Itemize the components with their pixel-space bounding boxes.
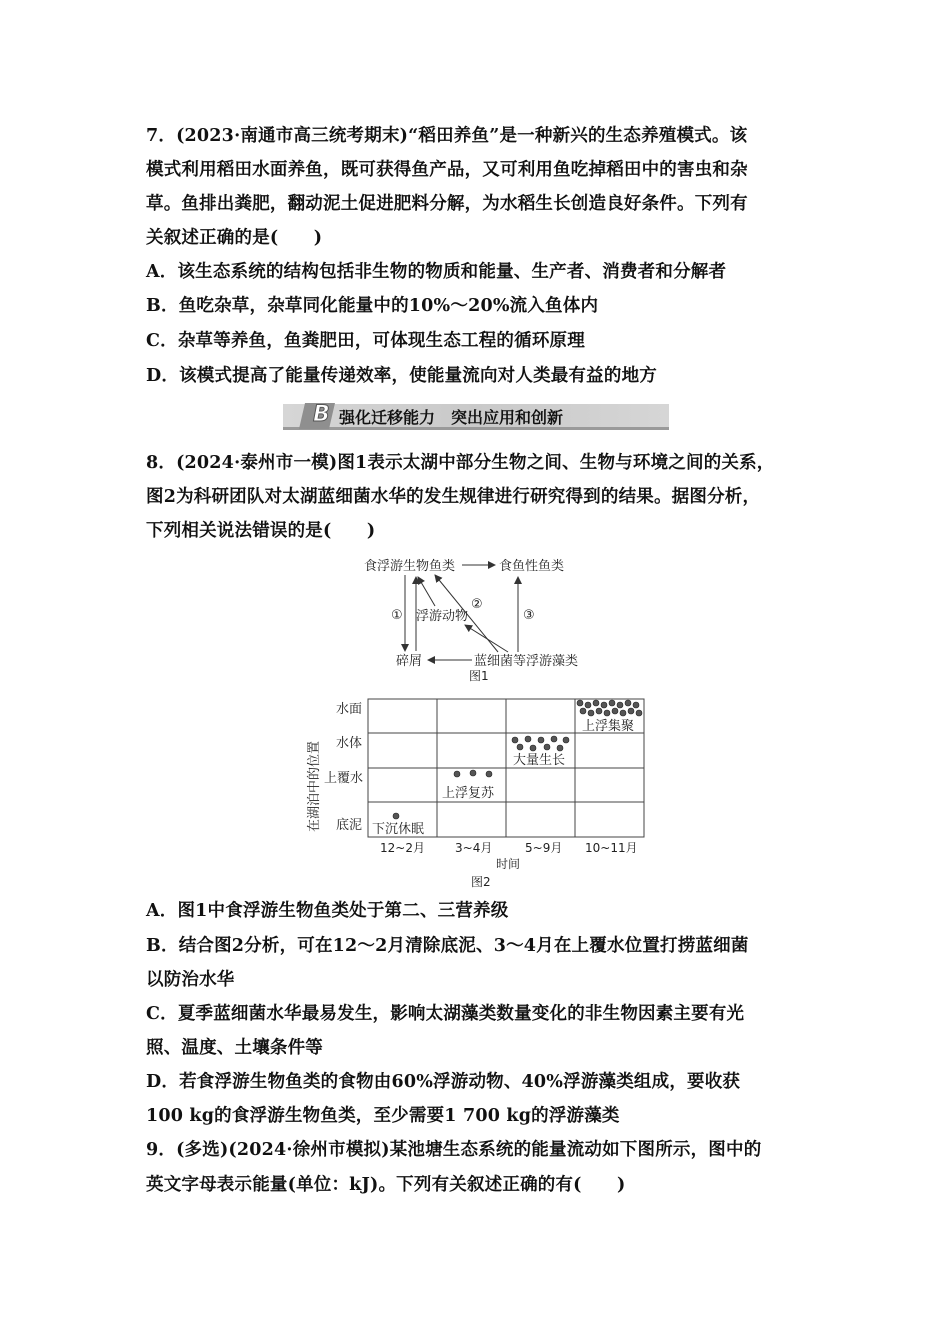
q8-option-d-line-2: 100 kg的食浮游生物鱼类，至少需要1 700 kg的浮游藻类 xyxy=(146,1106,620,1126)
q7-line-3: 草。鱼排出粪肥，翻动泥土促进肥料分解，为水稻生长创造良好条件。下列有 xyxy=(146,194,748,214)
fig1-node-algae: 蓝细菌等浮游藻类 xyxy=(474,654,579,669)
q7-line-1: 7．(2023·南通市高三统考期末)“稻田养鱼”是一种新兴的生态养殖模式。该 xyxy=(146,126,748,146)
fig1-node-detritus: 碎屑 xyxy=(396,654,423,669)
fig1-node-piscivore-fish: 食鱼性鱼类 xyxy=(499,559,565,574)
fig2-caption: 图2 xyxy=(471,875,491,889)
fig2-col-label-may-sep: 5~9月 xyxy=(525,841,563,855)
q7-option-d: D．该模式提高了能量传递效率，使能量流向对人类最有益的地方 xyxy=(146,366,657,386)
fig2-y-axis-label: 在湖泊中的位置 xyxy=(307,740,322,832)
fig1-caption: 图1 xyxy=(469,669,489,683)
q8-option-d-line-1: D．若食浮游生物鱼类的食物由60%浮游动物、40%浮游藻类组成，要收获 xyxy=(146,1072,741,1092)
section-banner xyxy=(283,401,669,431)
q7-option-b: B．鱼吃杂草，杂草同化能量中的10%～20%流入鱼体内 xyxy=(146,296,599,316)
fig2-row-label-sediment: 底泥 xyxy=(336,818,363,833)
fig2-row-label-surface: 水面 xyxy=(336,702,363,717)
fig2-row-label-overlying-water: 上覆水 xyxy=(324,771,364,786)
q8-option-b-line-2: 以防治水华 xyxy=(146,970,235,990)
fig1-arrow-zoo-to-fish xyxy=(418,577,435,606)
q7-line-4: 关叙述正确的是( ) xyxy=(146,228,323,248)
fig2-cell-label-massive-growth: 大量生长 xyxy=(513,753,566,768)
fig1-label-2: ② xyxy=(471,597,483,612)
fig1-label-3: ③ xyxy=(523,608,535,623)
q8-option-c-line-2: 照、温度、土壤条件等 xyxy=(146,1038,323,1058)
q8-option-b-line-1: B．结合图2分析，可在12～2月清除底泥、3～4月在上覆水位置打捞蓝细菌 xyxy=(146,936,749,956)
fig2-row-label-water-body: 水体 xyxy=(336,736,363,751)
fig1-node-plankton-fish: 食浮游生物鱼类 xyxy=(364,559,456,574)
q7-line-2: 模式利用稻田水面养鱼，既可获得鱼产品，又可利用鱼吃掉稻田中的害虫和杂 xyxy=(146,160,748,180)
fig2-x-axis-label: 时间 xyxy=(496,857,521,871)
q8-line-3: 下列相关说法错误的是( ) xyxy=(146,521,376,541)
q9-line-1: 9．(多选)(2024·徐州市模拟)某池塘生态系统的能量流动如下图所示，图中的 xyxy=(146,1140,762,1160)
q9-line-2: 英文字母表示能量(单位：kJ)。下列有关叙述正确的有( ) xyxy=(146,1175,626,1195)
fig2-col-label-mar-apr: 3~4月 xyxy=(455,841,493,855)
figure-1 xyxy=(350,553,650,683)
figure-2 xyxy=(298,692,658,892)
section-title: 强化迁移能力 突出应用和创新 xyxy=(339,408,564,427)
q8-line-2: 图2为科研团队对太湖蓝细菌水华的发生规律进行研究得到的结果。据图分析， xyxy=(146,487,761,507)
q8-line-1: 8．(2024·泰州市一模)图1表示太湖中部分生物之间、生物与环境之间的关系， xyxy=(146,453,775,473)
fig2-cell-label-sinking-dormancy: 下沉休眠 xyxy=(372,822,425,837)
section-letter: B xyxy=(313,402,330,427)
fig1-node-zooplankton: 浮游动物 xyxy=(416,609,469,624)
fig2-cell-label-floating-aggregation: 上浮集聚 xyxy=(582,719,635,734)
fig2-col-label-oct-nov: 10~11月 xyxy=(585,841,638,855)
fig1-label-1: ① xyxy=(391,608,403,623)
q8-option-c-line-1: C．夏季蓝细菌水华最易发生，影响太湖藻类数量变化的非生物因素主要有光 xyxy=(146,1004,745,1024)
q8-option-a: A．图1中食浮游生物鱼类处于第二、三营养级 xyxy=(146,901,509,921)
q7-option-c: C．杂草等养鱼，鱼粪肥田，可体现生态工程的循环原理 xyxy=(146,331,585,351)
fig2-col-label-dec-feb: 12~2月 xyxy=(380,841,425,855)
fig1-arrow-algae-to-zoo xyxy=(465,625,508,652)
q7-option-a: A．该生态系统的结构包括非生物的物质和能量、生产者、消费者和分解者 xyxy=(146,262,727,282)
fig2-cell-label-floating-revival: 上浮复苏 xyxy=(442,786,495,801)
